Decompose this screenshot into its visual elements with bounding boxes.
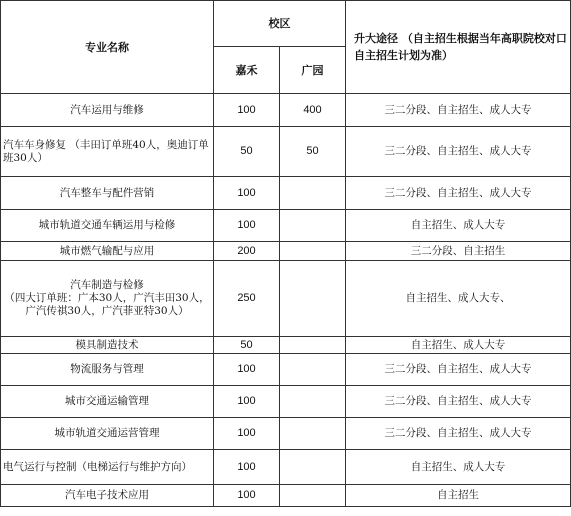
major-name-cell: 汽车整车与配件营销 — [1, 177, 214, 210]
table-row — [1, 177, 571, 210]
jiahe-count-cell: 200 — [214, 242, 280, 261]
table-row — [1, 450, 571, 485]
major-name-cell: 城市轨道交通运营管理 — [1, 418, 214, 450]
jiahe-count-cell: 100 — [214, 177, 280, 210]
admission-path-cell: 自主招生、成人大专 — [346, 210, 571, 242]
major-name-cell: 城市轨道交通车辆运用与检修 — [1, 210, 214, 242]
admission-path-cell: 自主招生、成人大专 — [346, 337, 571, 354]
header-campus-guangyuan: 广园 — [280, 47, 346, 94]
major-name-cell: 汽车车身修复 （丰田订单班40人，奥迪订单班30人） — [1, 127, 214, 177]
header-campus-jiahe: 嘉禾 — [214, 47, 280, 94]
guangyuan-count-cell — [280, 242, 346, 261]
jiahe-count-cell: 100 — [214, 418, 280, 450]
jiahe-count-cell: 100 — [214, 450, 280, 485]
major-name-cell: 汽车运用与维修 — [1, 94, 214, 127]
guangyuan-count-cell — [280, 418, 346, 450]
table-row — [1, 337, 571, 354]
header-major: 专业名称 — [1, 1, 214, 94]
jiahe-count-cell: 100 — [214, 210, 280, 242]
jiahe-count-cell: 250 — [214, 261, 280, 337]
guangyuan-count-cell — [280, 386, 346, 418]
admission-path-cell: 自主招生、成人大专、 — [346, 261, 571, 337]
admission-path-cell: 三二分段、自主招生、成人大专 — [346, 354, 571, 386]
jiahe-count-cell: 100 — [214, 386, 280, 418]
guangyuan-count-cell — [280, 485, 346, 507]
admission-path-cell: 三二分段、自主招生、成人大专 — [346, 386, 571, 418]
guangyuan-count-cell — [280, 450, 346, 485]
major-name-cell: 电气运行与控制（电梯运行与维护方向） — [1, 450, 214, 485]
guangyuan-count-cell: 400 — [280, 94, 346, 127]
major-name-cell: 汽车制造与检修 （四大订单班：广本30人，广汽丰田30人，广汽传祺30人，广汽菲亚特30人） — [1, 261, 214, 337]
table-row — [1, 485, 571, 507]
admission-path-cell: 三二分段、自主招生、成人大专 — [346, 94, 571, 127]
jiahe-count-cell: 50 — [214, 337, 280, 354]
guangyuan-count-cell — [280, 261, 346, 337]
guangyuan-count-cell — [280, 210, 346, 242]
header-campus: 校区 — [214, 1, 346, 47]
admission-path-cell: 三二分段、自主招生 — [346, 242, 571, 261]
table-row — [1, 242, 571, 261]
table-row — [1, 210, 571, 242]
table-row — [1, 127, 571, 177]
header-path: 升大途径 （自主招生根据当年高职院校对口自主招生计划为准） — [346, 1, 571, 94]
table-row — [1, 261, 571, 337]
guangyuan-count-cell: 50 — [280, 127, 346, 177]
major-name-cell: 汽车电子技术应用 — [1, 485, 214, 507]
jiahe-count-cell: 50 — [214, 127, 280, 177]
admission-path-cell: 自主招生 — [346, 485, 571, 507]
guangyuan-count-cell — [280, 354, 346, 386]
guangyuan-count-cell — [280, 177, 346, 210]
guangyuan-count-cell — [280, 337, 346, 354]
table-row — [1, 418, 571, 450]
table-row — [1, 94, 571, 127]
major-name-cell: 城市交通运输管理 — [1, 386, 214, 418]
major-name-cell: 城市燃气输配与应用 — [1, 242, 214, 261]
jiahe-count-cell: 100 — [214, 354, 280, 386]
admission-path-cell: 三二分段、自主招生、成人大专 — [346, 127, 571, 177]
admission-path-cell: 自主招生、成人大专 — [346, 450, 571, 485]
table-body — [1, 94, 571, 507]
jiahe-count-cell: 100 — [214, 94, 280, 127]
table-row — [1, 354, 571, 386]
major-name-cell: 物流服务与管理 — [1, 354, 214, 386]
admission-path-cell: 三二分段、自主招生、成人大专 — [346, 177, 571, 210]
admission-path-cell: 三二分段、自主招生、成人大专 — [346, 418, 571, 450]
table-row — [1, 386, 571, 418]
major-name-cell: 模具制造技术 — [1, 337, 214, 354]
jiahe-count-cell: 100 — [214, 485, 280, 507]
